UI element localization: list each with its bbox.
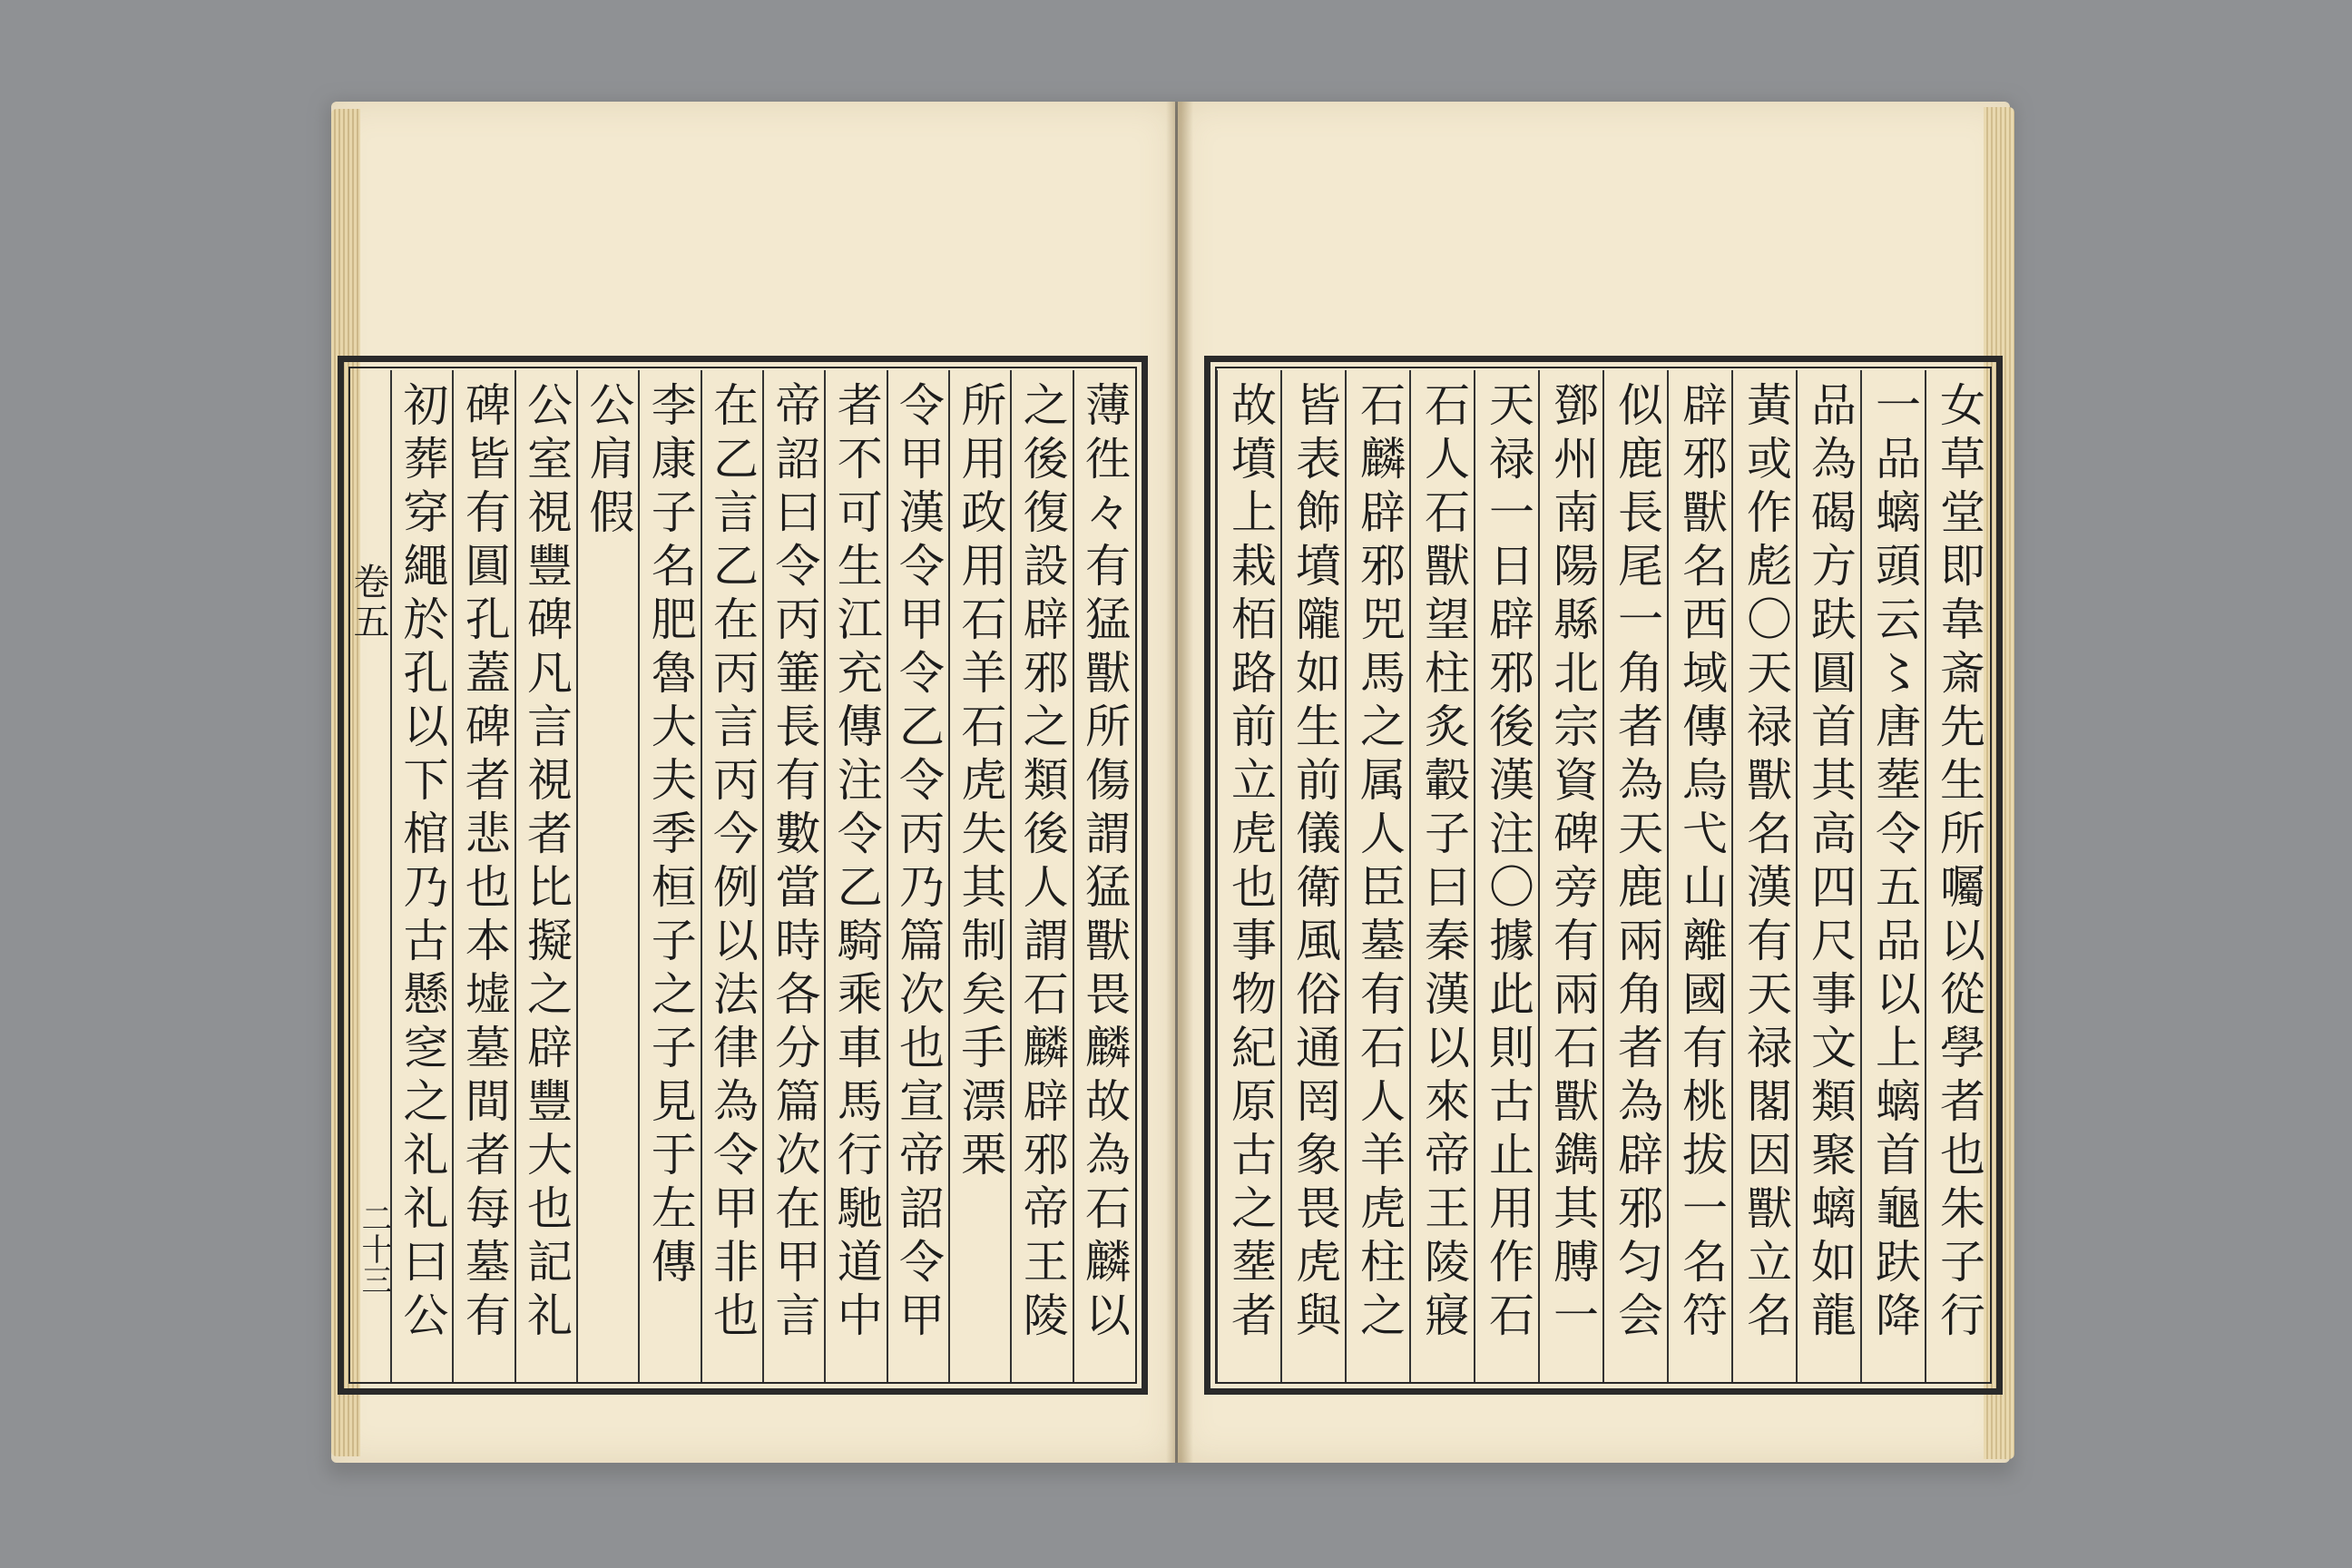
text-column: 石人石獸望柱炙轂子曰秦漢以來帝王陵寢 — [1409, 370, 1474, 1382]
text-column: 之後復設辟邪之類後人謂石麟辟邪帝王陵 — [1010, 370, 1072, 1382]
right-text-columns — [1216, 370, 1989, 1382]
page-number: 二十三 — [356, 1202, 392, 1295]
text-column: 所用政用石羊石虎失其制矣手漂栗 — [948, 370, 1010, 1382]
text-column: 鄧州南陽縣北宗資碑旁有兩石獸鐫其膊一 — [1538, 370, 1602, 1382]
text-column: 皆表飾墳隴如生前儀衛風俗通罔象畏虎與 — [1280, 370, 1345, 1382]
text-column: 黃或作彪〇天禄獸名漢有天禄閣因獸立名 — [1731, 370, 1796, 1382]
text-column: 帝詔曰令丙箠長有數當時各分篇次在甲言 — [762, 370, 824, 1382]
text-column: 似鹿長尾一角者為天鹿兩角者為辟邪匀会 — [1602, 370, 1667, 1382]
text-column: 李康子名肥魯大夫季桓子之子見于左傳 — [638, 370, 700, 1382]
volume-label: 卷五 — [348, 563, 389, 642]
text-column: 在乙言乙在丙言丙今例以法律為令甲非也 — [701, 370, 762, 1382]
text-column: 一品螭頭云〻唐塟令五品以上螭首龜趺降 — [1860, 370, 1925, 1382]
text-column: 公肩假 — [576, 370, 638, 1382]
text-column: 品為碣方趺圓首其高四尺事文類聚螭如龍 — [1796, 370, 1860, 1382]
text-column: 初葬穿繩於孔以下棺乃古懸窆之礼礼曰公 — [390, 370, 452, 1382]
text-column: 令甲漢令甲令乙令丙乃篇次也宣帝詔令甲 — [887, 370, 948, 1382]
text-column: 女草堂即韋斎先生所囑以從學者也朱子行 — [1925, 370, 1989, 1382]
text-column: 石麟辟邪兕馬之属人臣墓有石人羊虎柱之 — [1345, 370, 1409, 1382]
text-column: 故墳上栽栢路前立虎也事物紀原古之塟者 — [1216, 370, 1280, 1382]
text-column: 公室視豐碑凡言視者比擬之辟豐大也記礼 — [514, 370, 576, 1382]
text-column: 者不可生江充傳注令乙騎乘車馬行馳道中 — [824, 370, 886, 1382]
text-column: 天禄一日辟邪後漢注〇據此則古止用作石 — [1474, 370, 1538, 1382]
left-text-columns — [390, 370, 1134, 1382]
text-column: 薄徃々有猛獸所傷謂猛獸畏麟故為石麟以 — [1073, 370, 1134, 1382]
book-gutter — [1166, 102, 1193, 1463]
text-column: 辟邪獸名西域傳烏弋山離國有桃拔一名符 — [1667, 370, 1731, 1382]
text-column: 碑皆有圓孔蓋碑者悲也本墟墓間者每墓有 — [452, 370, 514, 1382]
